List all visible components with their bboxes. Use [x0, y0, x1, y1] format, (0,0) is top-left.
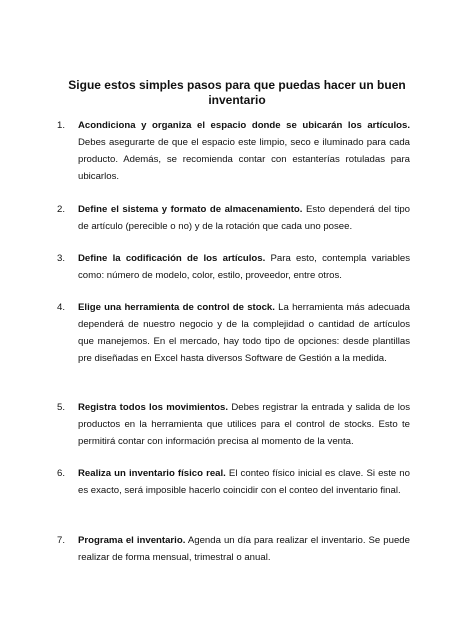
step-text: Debes asegurarte de que el espacio este limpio, seco e iluminado para cada producto. Además, se recomienda contar con estanterías rotuladas para ubicarlos. [78, 137, 410, 182]
step-number: 7. [57, 535, 66, 546]
step-item [57, 250, 410, 284]
step-number: 5. [57, 402, 66, 413]
step-number: 6. [57, 468, 66, 479]
step-item [57, 117, 410, 185]
step-number: 4. [57, 302, 66, 313]
step-item [57, 465, 410, 499]
step-text: El conteo físico inicial es clave. Si este no es exacto, será imposible hacerlo coincidir con el conteo del inventario final. [78, 468, 410, 496]
step-text: Esto dependerá del tipo de artículo (perecible o no) y de la rotación que cada uno posee. [78, 204, 410, 232]
step-lead: Registra todos los movimientos. [78, 402, 229, 413]
step-text: La herramienta más adecuada dependerá de nuestro negocio y de la complejidad o cantidad de artículos que manejemos. En el mercado, hay todo tipo de opciones: desde plantillas pre diseñadas en Excel hasta diversos Software de Gestión a la medida. [78, 302, 411, 364]
document-title: Sigue estos simples pasos para que puedas hacer un buen inventario [68, 78, 406, 107]
step-number: 1. [57, 120, 66, 131]
step-lead: Define el sistema y formato de almacenamiento. [78, 204, 303, 215]
step-text: Agenda un día para realizar el inventario. Se puede realizar de forma mensual, trimestral o anual. [78, 535, 410, 563]
step-lead: Acondiciona y organiza el espacio donde se ubicarán los artículos. [78, 120, 410, 131]
step-lead: Realiza un inventario físico real. [78, 468, 226, 479]
step-number: 2. [57, 204, 66, 215]
step-lead: Define la codificación de los artículos. [78, 253, 266, 264]
step-number: 3. [57, 253, 66, 264]
step-item [57, 399, 411, 450]
step-item [57, 201, 410, 235]
step-text: Para esto, contempla variables como: número de modelo, color, estilo, proveedor, entre otros. [78, 253, 410, 281]
step-lead: Elige una herramienta de control de stock. [78, 302, 275, 313]
step-lead: Programa el inventario. [78, 535, 186, 546]
step-item [57, 532, 410, 566]
step-text: Debes registrar la entrada y salida de los productos en la herramienta que utilices para el control de stocks. Esto te permitirá contar con información precisa al momento de la venta. [78, 402, 411, 447]
step-item [57, 299, 411, 367]
